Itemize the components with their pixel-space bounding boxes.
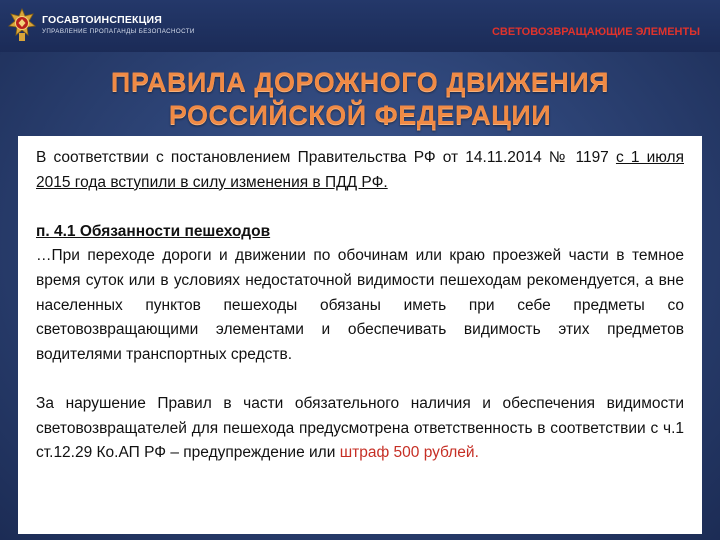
content-body — [36, 146, 684, 466]
section-label: СВЕТОВОЗВРАЩАЮЩИЕ ЭЛЕМЕНТЫ — [491, 26, 700, 38]
intro-underlined-text: с 1 июля 2015 года вступили в силу изменения в ПДД РФ. — [36, 149, 684, 191]
org-subtitle: УПРАВЛЕНИЕ ПРОПАГАНДЫ БЕЗОПАСНОСТИ — [42, 28, 195, 35]
title-line-1: ПРАВИЛА ДОРОЖНОГО ДВИЖЕНИЯ — [110, 67, 610, 97]
intro-text: В соответствии с постановлением Правительства РФ от 14.11.2014 № 1197 — [36, 149, 616, 166]
header-bar — [0, 0, 720, 52]
page-title — [0, 66, 720, 132]
section-heading: п. 4.1 Обязанности пешеходов — [36, 222, 271, 240]
gibdd-emblem-icon — [8, 8, 36, 42]
section-heading-paragraph — [36, 220, 684, 245]
intro-paragraph — [36, 146, 684, 195]
section-paragraph: …При переходе дороги и движении по обочинам или краю проезжей части в темное время суток или в условиях недостаточной видимости пешеходам рекомендуется, а вне населенных пунктов пешеходы обязаны иметь при себе предметы со световозвращающими элементами и обеспечивать видимость этих предметов водителями транспортных средств. — [36, 247, 684, 363]
org-name: ГОСАВТОИНСПЕКЦИЯ — [42, 14, 163, 26]
title-line-2: РОССИЙСКОЙ ФЕДЕРАЦИИ — [168, 100, 552, 130]
fine-amount: штраф 500 рублей. — [339, 444, 479, 462]
penalty-paragraph — [36, 392, 684, 466]
paragraph-spacer — [36, 367, 684, 392]
paragraph-spacer — [36, 195, 684, 220]
penalty-text: За нарушение Правил в части обязательного наличия и обеспечения видимости световозвращателей для пешехода предусмотрена ответственность в соответствии с ч.1 ст.12.29 Ко.АП РФ – предупреждение или — [36, 394, 684, 462]
